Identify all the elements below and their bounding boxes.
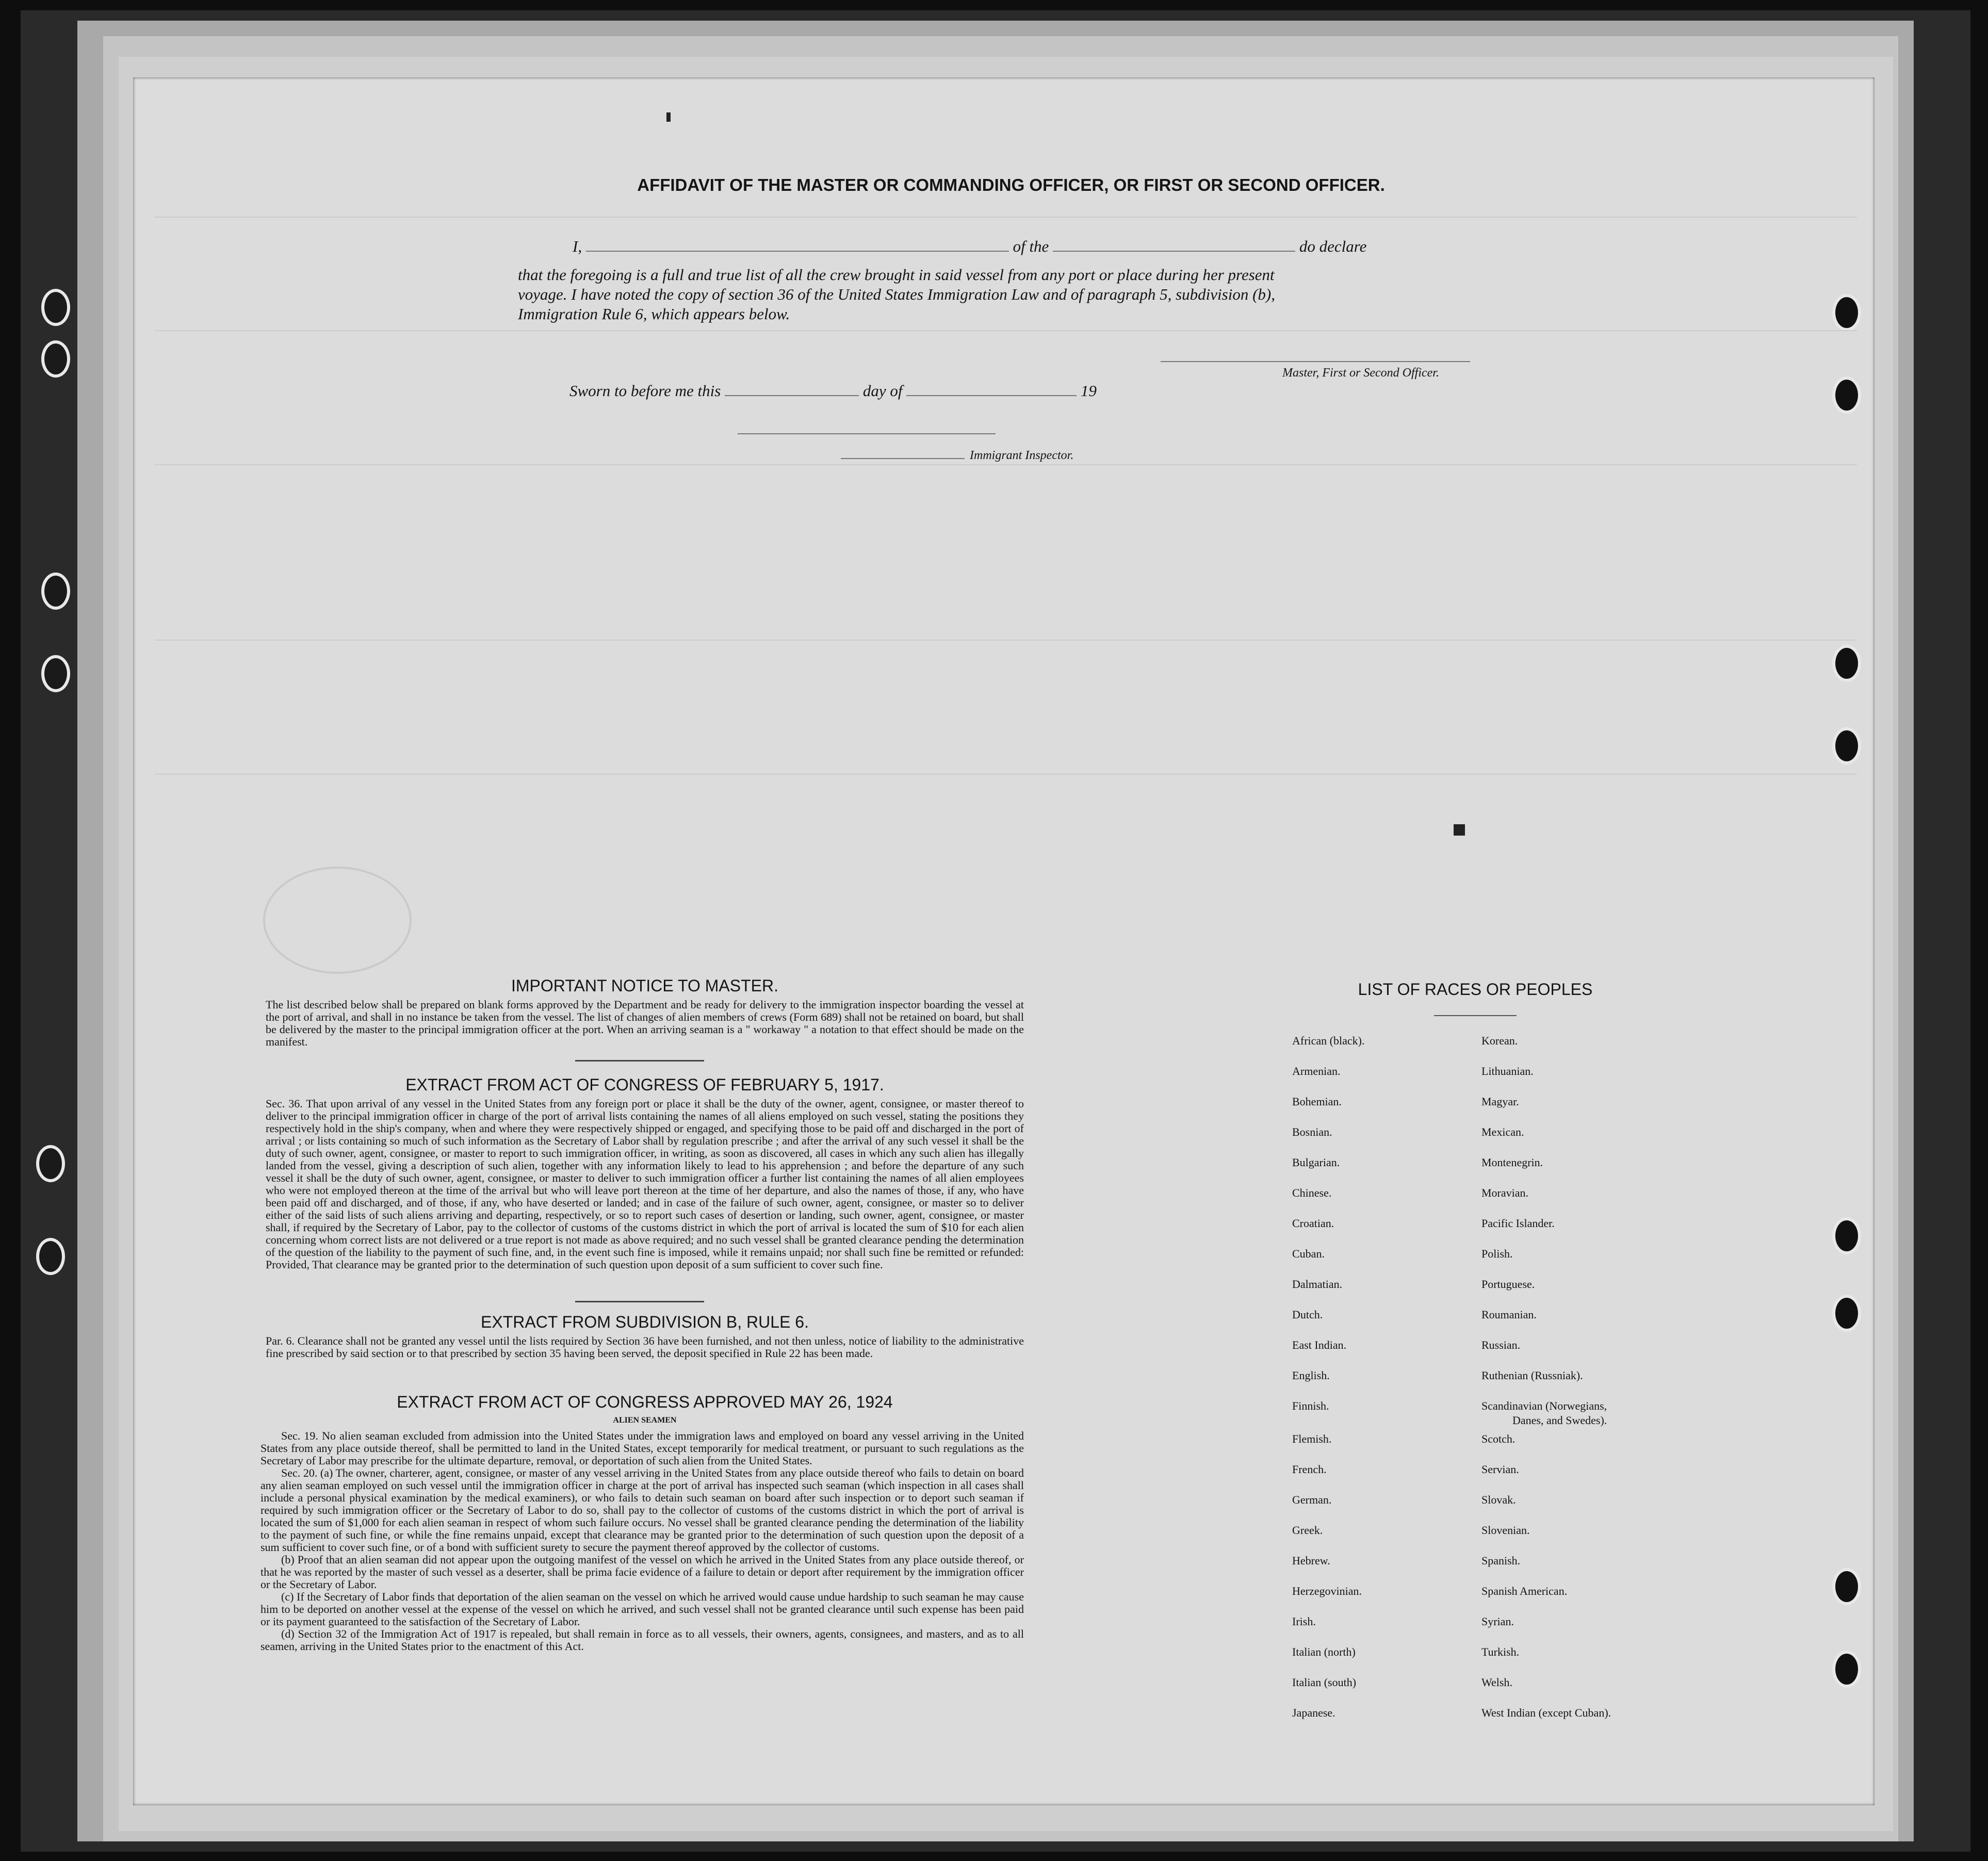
affidavit-i-label: I, bbox=[573, 237, 582, 255]
race-item: Japanese. bbox=[1292, 1706, 1335, 1719]
day-of-label: day of bbox=[862, 382, 903, 400]
race-item: Montenegrin. bbox=[1481, 1156, 1543, 1169]
race-item: Ruthenian (Russniak). bbox=[1481, 1369, 1583, 1382]
race-item: Greek. bbox=[1292, 1524, 1323, 1537]
race-item: Irish. bbox=[1292, 1615, 1316, 1628]
affidavit-title: AFFIDAVIT OF THE MASTER OR COMMANDING OFFICER, OR FIRST OR SECOND OFFICER. bbox=[637, 175, 1385, 194]
race-item: Dalmatian. bbox=[1292, 1278, 1343, 1291]
binder-hole bbox=[1832, 294, 1861, 331]
race-item: Danes, and Swedes). bbox=[1512, 1414, 1607, 1427]
race-item: Korean. bbox=[1481, 1034, 1518, 1047]
section-divider bbox=[575, 1301, 704, 1302]
notice-title: IMPORTANT NOTICE TO MASTER. bbox=[511, 976, 778, 995]
vessel-blank bbox=[1053, 251, 1295, 252]
race-item: Pacific Islander. bbox=[1481, 1217, 1555, 1230]
race-item: Mexican. bbox=[1481, 1125, 1524, 1138]
extract-1924-title: EXTRACT FROM ACT OF CONGRESS APPROVED MAY 26, 1924 bbox=[397, 1393, 893, 1411]
race-item: French. bbox=[1292, 1463, 1327, 1476]
race-item: Cuban. bbox=[1292, 1247, 1325, 1260]
ink-mark bbox=[666, 112, 671, 122]
sworn-line bbox=[569, 382, 1188, 400]
affidavit-of-label: of the bbox=[1013, 237, 1049, 255]
sworn-day-blank bbox=[725, 395, 859, 396]
extract-1924-paragraph: Sec. 19. No alien seaman excluded from admission into the United States under the immigration laws and employed on board any vessel arriving in the United States from any place outside thereof, shall be permitted to land in the United States, except temporarily for medical treatment, or pursuant to such regulations as the Secretary of Labor may prescribe for the ultimate departure, removal, or deportation of such alien from the United States. bbox=[260, 1429, 1024, 1467]
race-item: Chinese. bbox=[1292, 1186, 1332, 1199]
bleed-through-line bbox=[155, 217, 1857, 218]
race-item: Welsh. bbox=[1481, 1676, 1512, 1689]
race-item: Roumanian. bbox=[1481, 1308, 1537, 1321]
binder-hole bbox=[41, 573, 70, 610]
extract-1924-paragraph: (b) Proof that an alien seaman did not appear upon the outgoing manifest of the vessel on which he arrived in the United States from any place outside thereof, or that he was reported by the master of such vessel as a deserter, shall be prima facie evidence of a failure to detain or deport after requirement by the immigration officer or the Secretary of Labor. bbox=[260, 1553, 1024, 1591]
inspector-signature-line bbox=[841, 458, 965, 459]
race-item: East Indian. bbox=[1292, 1338, 1347, 1351]
race-item: Scandinavian (Norwegians, bbox=[1481, 1399, 1607, 1412]
race-item: Bohemian. bbox=[1292, 1095, 1342, 1108]
inspector-caption: Immigrant Inspector. bbox=[970, 449, 1074, 462]
binder-hole bbox=[1832, 1651, 1861, 1688]
affidavit-declare-label: do declare bbox=[1299, 237, 1367, 255]
binder-hole bbox=[1832, 645, 1861, 682]
race-item: Italian (south) bbox=[1292, 1676, 1357, 1689]
race-item: Hebrew. bbox=[1292, 1554, 1330, 1567]
race-item: English. bbox=[1292, 1369, 1330, 1382]
races-title: LIST OF RACES OR PEOPLES bbox=[1358, 980, 1593, 999]
extract-1924-subtitle: ALIEN SEAMEN bbox=[613, 1416, 677, 1425]
notice-text: The list described below shall be prepared on blank forms approved by the Department and be ready for delivery to the immigration inspector boarding the vessel at the port of arrival, and shall in no instance be taken from the vessel. The list of changes of alien members of crews (Form 689) shall not be retained on board, but shall be delivered by the master to the principal immigration officer at the port. When an arriving seaman is a " workaway " a notation to that effect should be made on the manifest. bbox=[266, 998, 1024, 1048]
year-prefix: 19 bbox=[1080, 382, 1097, 400]
extract-1924-paragraph: Sec. 20. (a) The owner, charterer, agent, consignee, or master of any vessel arriving in the United States from any place outside thereof who fails to detain on board any alien seaman employed on such vessel until the immigration officer in charge at the port of arrival has inspected such seaman (which inspection in all cases shall include a personal physical examination by the medical examiners), or who fails to detain such seaman on board after such inspection or to deport such seaman if required by such immigration officer or the Secretary of Labor to do so, shall pay to the collector of customs of the customs district in which the port of arrival is located the sum of $1,000 for each alien seaman in respect of whom such failure occurs. No vessel shall be granted clearance pending the determination of the liability to the payment of such fine, or while the fine remains unpaid, except that clearance may be granted prior to the determination of such question upon the deposit of a sum sufficient to cover such fine, or of a bond with sufficient surety to secure the payment thereof approved by the collector of customs. bbox=[260, 1466, 1024, 1554]
bleed-through-line bbox=[155, 330, 1857, 331]
race-item: African (black). bbox=[1292, 1034, 1365, 1047]
race-item: Spanish American. bbox=[1481, 1585, 1568, 1597]
race-item: Herzegovinian. bbox=[1292, 1585, 1362, 1597]
race-item: Croatian. bbox=[1292, 1217, 1334, 1230]
binder-hole bbox=[1832, 727, 1861, 764]
race-item: Syrian. bbox=[1481, 1615, 1514, 1628]
binder-hole bbox=[36, 1238, 65, 1275]
race-item: Armenian. bbox=[1292, 1065, 1341, 1078]
race-item: Moravian. bbox=[1481, 1186, 1529, 1199]
inspector-signature-line-upper bbox=[738, 433, 996, 434]
master-signature-line bbox=[1161, 361, 1470, 362]
binder-hole bbox=[36, 1145, 65, 1182]
bleed-through-line bbox=[155, 464, 1857, 465]
extract-1917-title: EXTRACT FROM ACT OF CONGRESS OF FEBRUARY 5, 1917. bbox=[405, 1075, 884, 1094]
sworn-month-blank bbox=[906, 395, 1077, 396]
bleed-through-line bbox=[155, 640, 1857, 641]
races-divider bbox=[1434, 1015, 1517, 1016]
binder-hole bbox=[1832, 377, 1861, 414]
race-item: Turkish. bbox=[1481, 1645, 1520, 1658]
extract-1924-paragraph: (c) If the Secretary of Labor finds that deportation of the alien seaman on the vessel on which he arrived would cause undue hardship to such seaman he may cause him to be deported on another vessel at the expense of the vessel on which he arrived, and such vessel shall not be granted clearance until such expense has been paid or its payment guaranteed to the satisfaction of the Secretary of Labor. bbox=[260, 1590, 1024, 1628]
binder-hole bbox=[41, 340, 70, 378]
race-item: Magyar. bbox=[1481, 1095, 1519, 1108]
affidavit-body bbox=[518, 265, 1529, 324]
race-item: Slovak. bbox=[1481, 1493, 1516, 1506]
faint-stamp bbox=[263, 867, 412, 974]
affidavit-body-line: voyage. I have noted the copy of section 36 of the United States Immigration Law and of paragraph 5, subdivision (b), bbox=[518, 285, 1275, 303]
extract-1924-paragraph: (d) Section 32 of the Immigration Act of 1917 is repealed, but shall remain in force as to all vessels, their owners, agents, consignees, and masters, and as to all seamen, arriving in the United States prior to the enactment of this Act. bbox=[260, 1627, 1024, 1653]
race-item: Slovenian. bbox=[1481, 1524, 1530, 1537]
section-divider bbox=[575, 1060, 704, 1062]
race-item: Servian. bbox=[1481, 1463, 1519, 1476]
race-item: Portuguese. bbox=[1481, 1278, 1535, 1291]
extract-rule6-title: EXTRACT FROM SUBDIVISION B, RULE 6. bbox=[481, 1313, 809, 1331]
binder-hole bbox=[1832, 1295, 1861, 1332]
race-item: Spanish. bbox=[1481, 1554, 1521, 1567]
extract-rule6-text: Par. 6. Clearance shall not be granted any vessel until the lists required by Section 36 have been furnished, and not then unless, notice of liability to the administrative fine prescribed by said section or to that prescribed by section 35 having been served, the deposit specified in Rule 22 has been made. bbox=[266, 1334, 1024, 1360]
binder-hole bbox=[41, 655, 70, 692]
race-item: Finnish. bbox=[1292, 1399, 1329, 1412]
race-item: Dutch. bbox=[1292, 1308, 1323, 1321]
affidavit-body-line: Immigration Rule 6, which appears below. bbox=[518, 305, 790, 323]
race-item: Scotch. bbox=[1481, 1432, 1516, 1445]
extract-1924-body bbox=[260, 1430, 1024, 1653]
binder-hole bbox=[1832, 1217, 1861, 1254]
race-item: German. bbox=[1292, 1493, 1332, 1506]
binder-hole bbox=[1832, 1568, 1861, 1605]
race-item: Lithuanian. bbox=[1481, 1065, 1534, 1078]
race-item: Italian (north) bbox=[1292, 1645, 1356, 1658]
master-caption: Master, First or Second Officer. bbox=[1282, 366, 1439, 380]
race-item: West Indian (except Cuban). bbox=[1481, 1706, 1611, 1719]
race-item: Russian. bbox=[1481, 1338, 1521, 1351]
name-blank bbox=[586, 251, 1009, 252]
ink-mark bbox=[1454, 824, 1465, 836]
affidavit-body-line: that the foregoing is a full and true list of all the crew brought in said vessel from any port or place during her present bbox=[518, 266, 1275, 284]
race-item: Flemish. bbox=[1292, 1432, 1332, 1445]
extract-1917-text: Sec. 36. That upon arrival of any vessel in the United States from any foreign port or place it shall be the duty of the owner, agent, consignee, or master thereof to deliver to the principal immigration officer in charge of the port of arrival lists containing the names of all aliens employed on such vessel, stating the positions they respectively hold in the ship's company, when and where they were respectively shipped or engaged, and specifying those to be paid off and discharged in the port of arrival ; or lists containing so much of such information as the Secretary of Labor shall by regulation prescribe ; and after the arrival of any such vessel it shall be the duty of such owner, agent, consignee, or master to report to such immigration officer, in writing, as soon as discovered, all cases in which any such alien has illegally landed from the vessel, giving a description of such alien, together with any information likely to lead to his apprehension ; and before the departure of any such vessel it shall be the duty of such owner, agent, consignee, or master to deliver to such immigration officer a further list containing the names of all alien employees who were not employed thereon at the time of the arrival but who will leave port thereon at the time of her departure, and also the names of those, if any, who have been paid off and discharged, and of those, if any, who have deserted or landed; and in case of the failure of such owner, agent, consignee, or master so to deliver either of the said lists of such aliens arriving and departing, respectively, or so to report such cases of desertion or landing, such owner, agent, consignee, or master shall, if required by the Secretary of Labor, pay to the collector of customs of the customs district in which the port of arrival is located the sum of $10 for each alien concerning whom correct lists are not delivered or a true report is not made as above required; and no such vessel shall be granted clearance pending the determination of the question of the liability to the payment of such fine, and, in the event such fine is imposed, while it remains unpaid; nor shall such fine be remitted or refunded: Provided, That clearance may be granted prior to the determination of such question upon deposit of a sum sufficient to cover such fine. bbox=[266, 1097, 1024, 1271]
race-item: Bosnian. bbox=[1292, 1125, 1332, 1138]
binder-hole bbox=[41, 289, 70, 326]
bleed-through-line bbox=[155, 774, 1857, 775]
affidavit-line1 bbox=[573, 237, 1460, 256]
race-item: Polish. bbox=[1481, 1247, 1513, 1260]
race-item: Bulgarian. bbox=[1292, 1156, 1340, 1169]
sworn-label: Sworn to before me this bbox=[569, 382, 721, 400]
